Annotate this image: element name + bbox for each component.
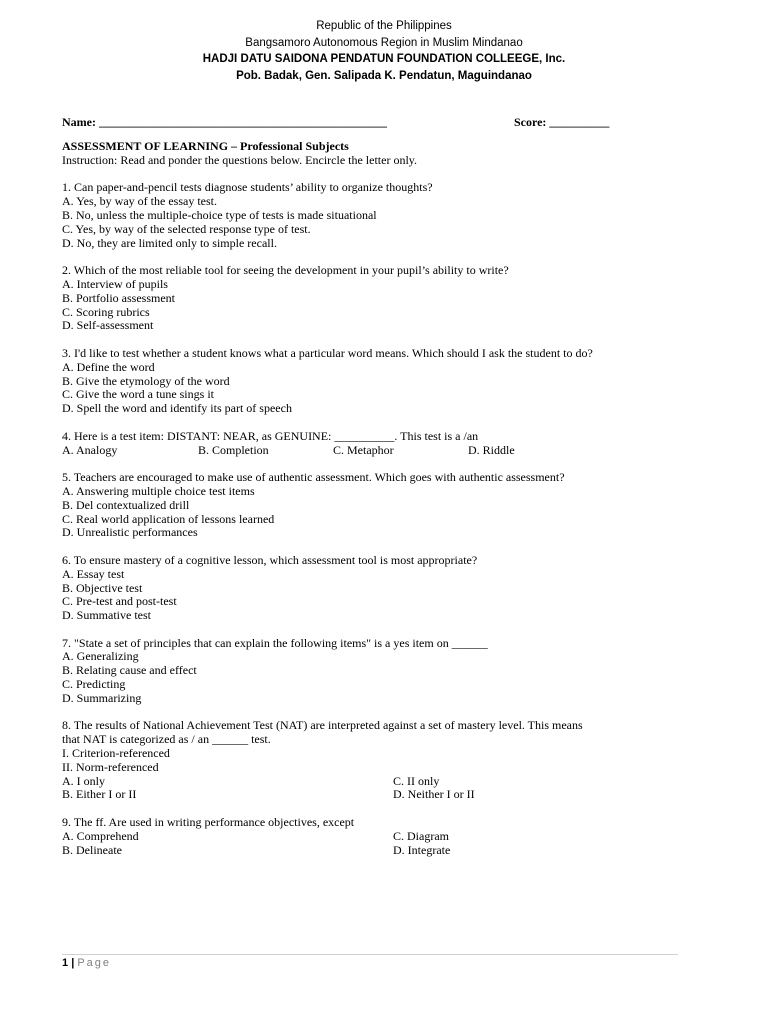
question-9 [62,816,702,857]
question-6 [62,554,702,623]
choice-c: C. Pre-test and post-test [62,594,177,609]
choice-a: A. I only [62,773,105,788]
choice-c: C. Real world application of lessons learned [62,511,275,526]
question-5 [62,471,702,540]
choice-d: D. Summative test [62,608,151,623]
page-footer [62,957,111,969]
header-region: Bangsamoro Autonomous Region in Muslim Mindanao [245,36,523,49]
choice-d: D. Summarizing [62,690,142,705]
header-republic: Republic of the Philippines [316,20,452,32]
question-stem: 7. "State a set of principles that can explain the following items" is a yes item on ______ [62,635,488,650]
choice-d: D. Unrealistic performances [62,525,198,540]
choice-b: B. Completion [198,442,269,457]
question-stem: 4. Here is a test item: DISTANT: NEAR, as GENUINE: __________. This test is a /an [62,428,479,443]
choice-a: A. Yes, by way of the essay test. [62,194,217,209]
choices-row [62,775,702,789]
name-score-row [62,116,682,130]
choice-a: A. Define the word [62,359,155,374]
header-address: Pob. Badak, Gen. Salipada K. Pendatun, Maguindanao [236,69,532,82]
choice-c: C. Scoring rubrics [62,304,150,319]
question-2 [62,264,702,333]
choice-d: D. Self-assessment [62,318,154,333]
choice-b: B. Portfolio assessment [62,290,175,305]
question-stem-continued: that NAT is categorized as / an ______ test. [62,732,271,747]
choice-b: B. Objective test [62,580,143,595]
choices-row [62,788,702,802]
question-3 [62,347,702,416]
page-number: 1 [62,957,69,969]
question-stem: 5. Teachers are encouraged to make use of authentic assessment. Which goes with authentic assessment? [62,470,565,485]
question-1 [62,181,702,250]
score-field: Score: __________ [514,115,610,129]
choice-a: A. Comprehend [62,828,139,843]
choice-d: D. Integrate [393,842,451,857]
choices-row [62,844,702,858]
choice-a: A. Interview of pupils [62,276,168,291]
choice-c: C. II only [393,773,440,788]
footer-divider [62,954,678,955]
choice-b: B. Relating cause and effect [62,663,197,678]
choice-b: B. Delineate [62,842,122,857]
exam-content [62,140,702,857]
question-4 [62,430,702,458]
question-stem: 8. The results of National Achievement Test (NAT) are interpreted against a set of mastery level. This means [62,718,583,733]
choice-d: D. Spell the word and identify its part of speech [62,401,292,416]
page-label: Page [77,957,112,969]
choice-a: A. Essay test [62,566,125,581]
name-field: Name: ________________________________________________ [62,115,387,129]
footer-separator: | [71,957,75,969]
choice-c: C. Diagram [393,828,449,843]
option-ii: II. Norm-referenced [62,759,159,774]
choice-c: C. Give the word a tune sings it [62,387,214,402]
choice-b: B. Give the etymology of the word [62,373,230,388]
choice-d: D. Neither I or II [393,787,475,802]
question-stem: 2. Which of the most reliable tool for seeing the development in your pupil’s ability to write? [62,263,509,278]
choice-c: C. Yes, by way of the selected response type of test. [62,221,311,236]
option-i: I. Criterion-referenced [62,746,170,761]
question-8 [62,719,702,802]
choice-d: D. No, they are limited only to simple recall. [62,235,277,250]
question-stem: 6. To ensure mastery of a cognitive lesson, which assessment tool is most appropriate? [62,552,478,567]
document-header [0,18,768,84]
choice-a: A. Analogy [62,442,118,457]
question-stem: 3. I'd like to test whether a student knows what a particular word means. Which should I ask the student to do? [62,345,593,360]
choice-d: D. Riddle [468,442,515,457]
question-stem: 9. The ff. Are used in writing performance objectives, except [62,815,355,830]
choice-a: A. Answering multiple choice test items [62,483,255,498]
exam-title: ASSESSMENT OF LEARNING – Professional Subjects [62,139,349,153]
choice-b: B. No, unless the multiple-choice type of tests is made situational [62,207,377,222]
question-stem: 1. Can paper-and-pencil tests diagnose students’ ability to organize thoughts? [62,180,433,195]
choice-c: C. Metaphor [333,442,394,457]
choice-a: A. Generalizing [62,649,139,664]
question-7 [62,637,702,706]
choice-c: C. Predicting [62,677,126,692]
choices-row [62,444,702,458]
choices-row [62,830,702,844]
choice-b: B. Either I or II [62,787,137,802]
header-college-name: HADJI DATU SAIDONA PENDATUN FOUNDATION COLLEEGE, Inc. [202,53,566,65]
instruction: Instruction: Read and ponder the questions below. Encircle the letter only. [62,152,418,167]
choice-b: B. Del contextualized drill [62,497,190,512]
